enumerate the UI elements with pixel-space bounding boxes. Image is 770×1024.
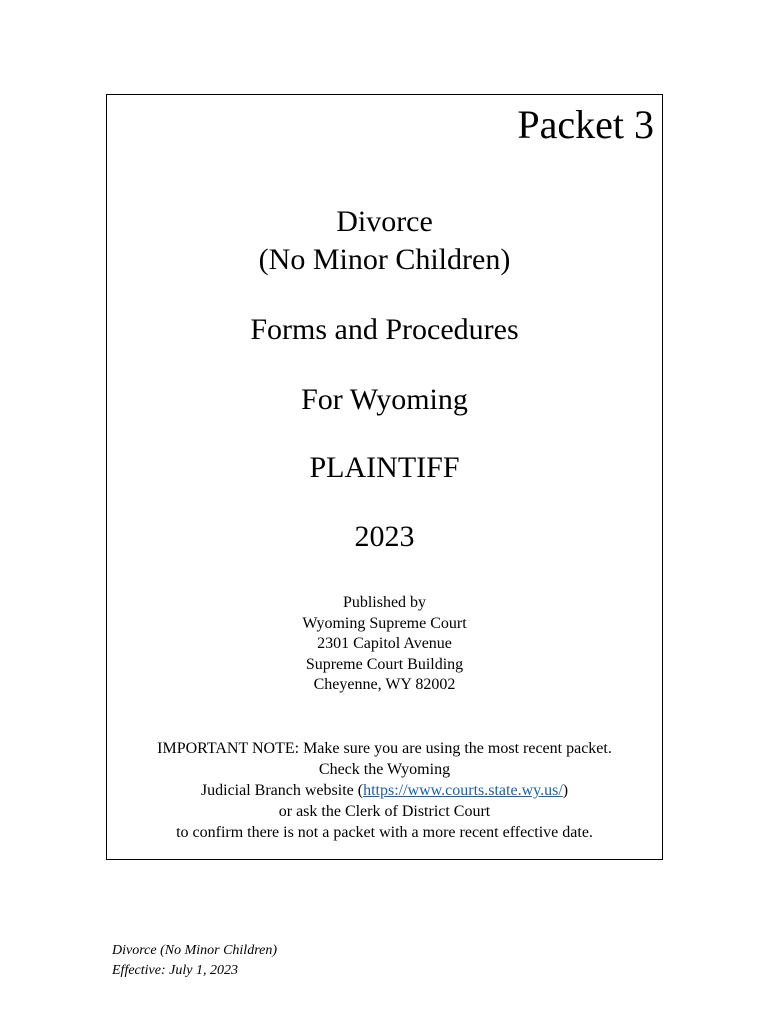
- courts-website-link[interactable]: https://www.courts.state.wy.us/: [363, 782, 563, 799]
- publisher-city: Cheyenne, WY 82002: [313, 676, 456, 693]
- footer-effective-date: Effective: July 1, 2023: [112, 963, 238, 978]
- note-line-4: or ask the Clerk of District Court: [278, 803, 491, 820]
- footer-title: Divorce (No Minor Children): [112, 943, 277, 958]
- important-note: [107, 738, 662, 843]
- title-line-no-minor-children: (No Minor Children): [258, 243, 511, 276]
- note-line-3: [107, 780, 662, 801]
- party-heading: PLAINTIFF: [309, 451, 460, 484]
- publisher-block: [107, 593, 662, 696]
- published-by-label: Published by: [342, 594, 427, 611]
- year-heading: 2023: [354, 520, 415, 553]
- publisher-building: Supreme Court Building: [305, 655, 464, 673]
- publisher-street: 2301 Capitol Avenue: [317, 635, 452, 652]
- packet-title: Packet 3: [517, 102, 654, 147]
- note-line-2: Check the Wyoming: [318, 761, 451, 778]
- note-line-5: to confirm there is not a packet with a more recent effective date.: [176, 824, 593, 841]
- page-footer: [112, 941, 277, 981]
- state-heading: For Wyoming: [301, 383, 468, 416]
- note-line-3-suffix: ): [562, 782, 569, 799]
- cover-frame: [106, 94, 663, 860]
- document-title: [107, 203, 662, 279]
- publisher-name: Wyoming Supreme Court: [302, 614, 467, 632]
- forms-heading: Forms and Procedures: [250, 313, 519, 346]
- note-line-3-prefix: Judicial Branch website (: [200, 782, 364, 799]
- note-line-1: IMPORTANT NOTE: Make sure you are using the most recent packet.: [157, 740, 612, 757]
- title-line-divorce: Divorce: [336, 205, 433, 238]
